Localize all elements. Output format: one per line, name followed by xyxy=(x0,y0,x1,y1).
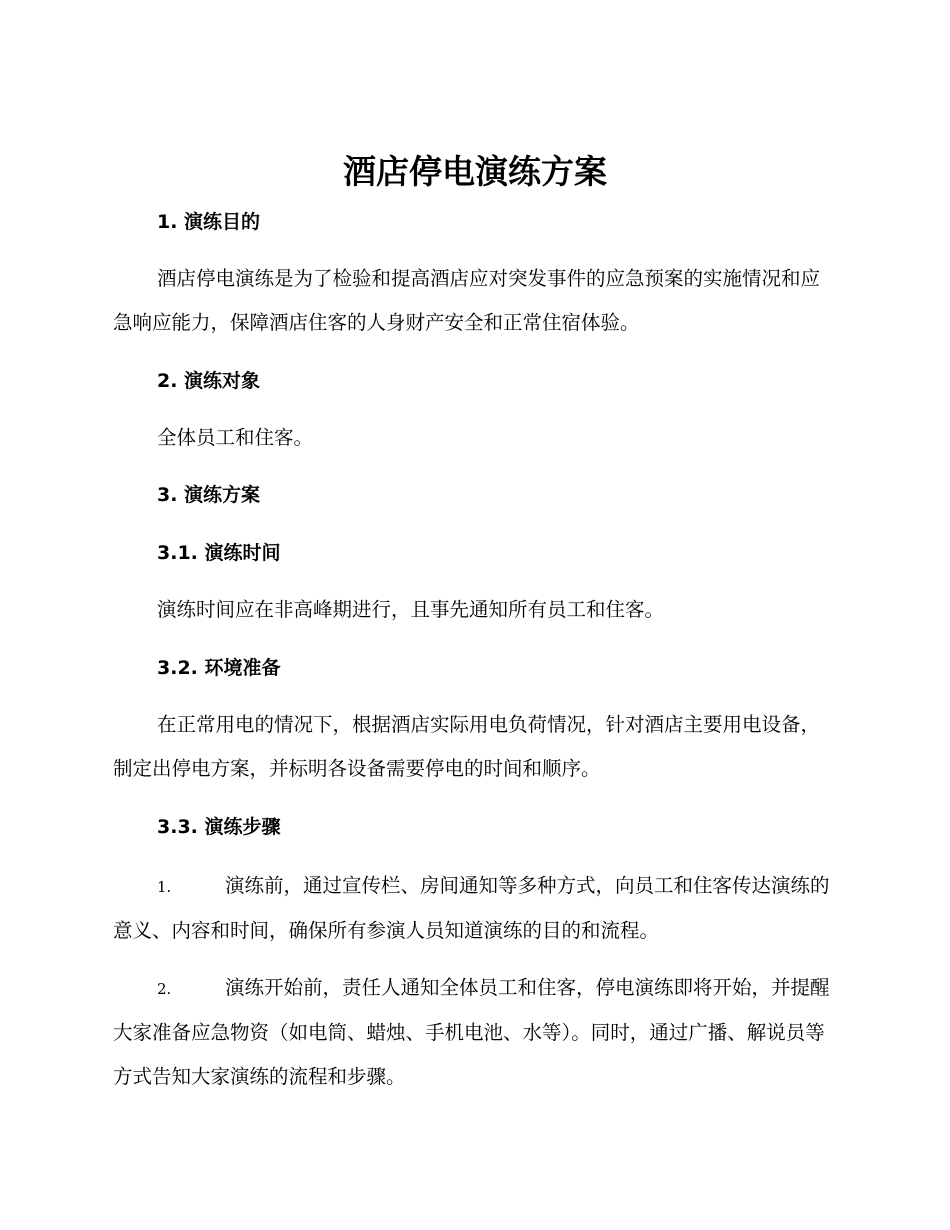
section-heading-purpose: 1. 演练目的 xyxy=(157,211,261,233)
subsection-heading-environment: 3.2. 环境准备 xyxy=(157,657,281,679)
section-heading-participants: 2. 演练对象 xyxy=(157,370,261,392)
list-item-number: 2. xyxy=(157,980,172,998)
list-item-text: 演练前，通过宣传栏、房间通知等多种方式，向员工和住客传达演练的意义、内容和时间，确保所有参演人员知道演练的目的和流程。 xyxy=(113,874,830,942)
subsection-heading-time: 3.1. 演练时间 xyxy=(157,542,281,564)
list-item xyxy=(113,864,839,953)
section-heading-plan: 3. 演练方案 xyxy=(157,484,261,506)
list-item-text: 演练开始前，责任人通知全体员工和住客，停电演练即将开始，并提醒大家准备应急物资（如电筒、蜡烛、手机电池、水等）。同时，通过广播、解说员等方式告知大家演练的流程和步骤。 xyxy=(113,976,830,1088)
subsection-body-time: 演练时间应在非高峰期进行，且事先通知所有员工和住客。 xyxy=(157,598,665,621)
subsection-heading-steps: 3.3. 演练步骤 xyxy=(157,816,281,838)
subsection-body-environment: 在正常用电的情况下，根据酒店实际用电负荷情况，针对酒店主要用电设备，制定出停电方案，并标明各设备需要停电的时间和顺序。 xyxy=(113,713,821,780)
list-item xyxy=(113,966,839,1099)
section-body-purpose: 酒店停电演练是为了检验和提高酒店应对突发事件的应急预案的实施情况和应急响应能力，保障酒店住客的人身财产安全和正常住宿体验。 xyxy=(113,267,821,334)
section-body-participants: 全体员工和住客。 xyxy=(157,426,314,449)
page-title: 酒店停电演练方案 xyxy=(343,152,607,191)
list-item-number: 1. xyxy=(157,878,172,896)
